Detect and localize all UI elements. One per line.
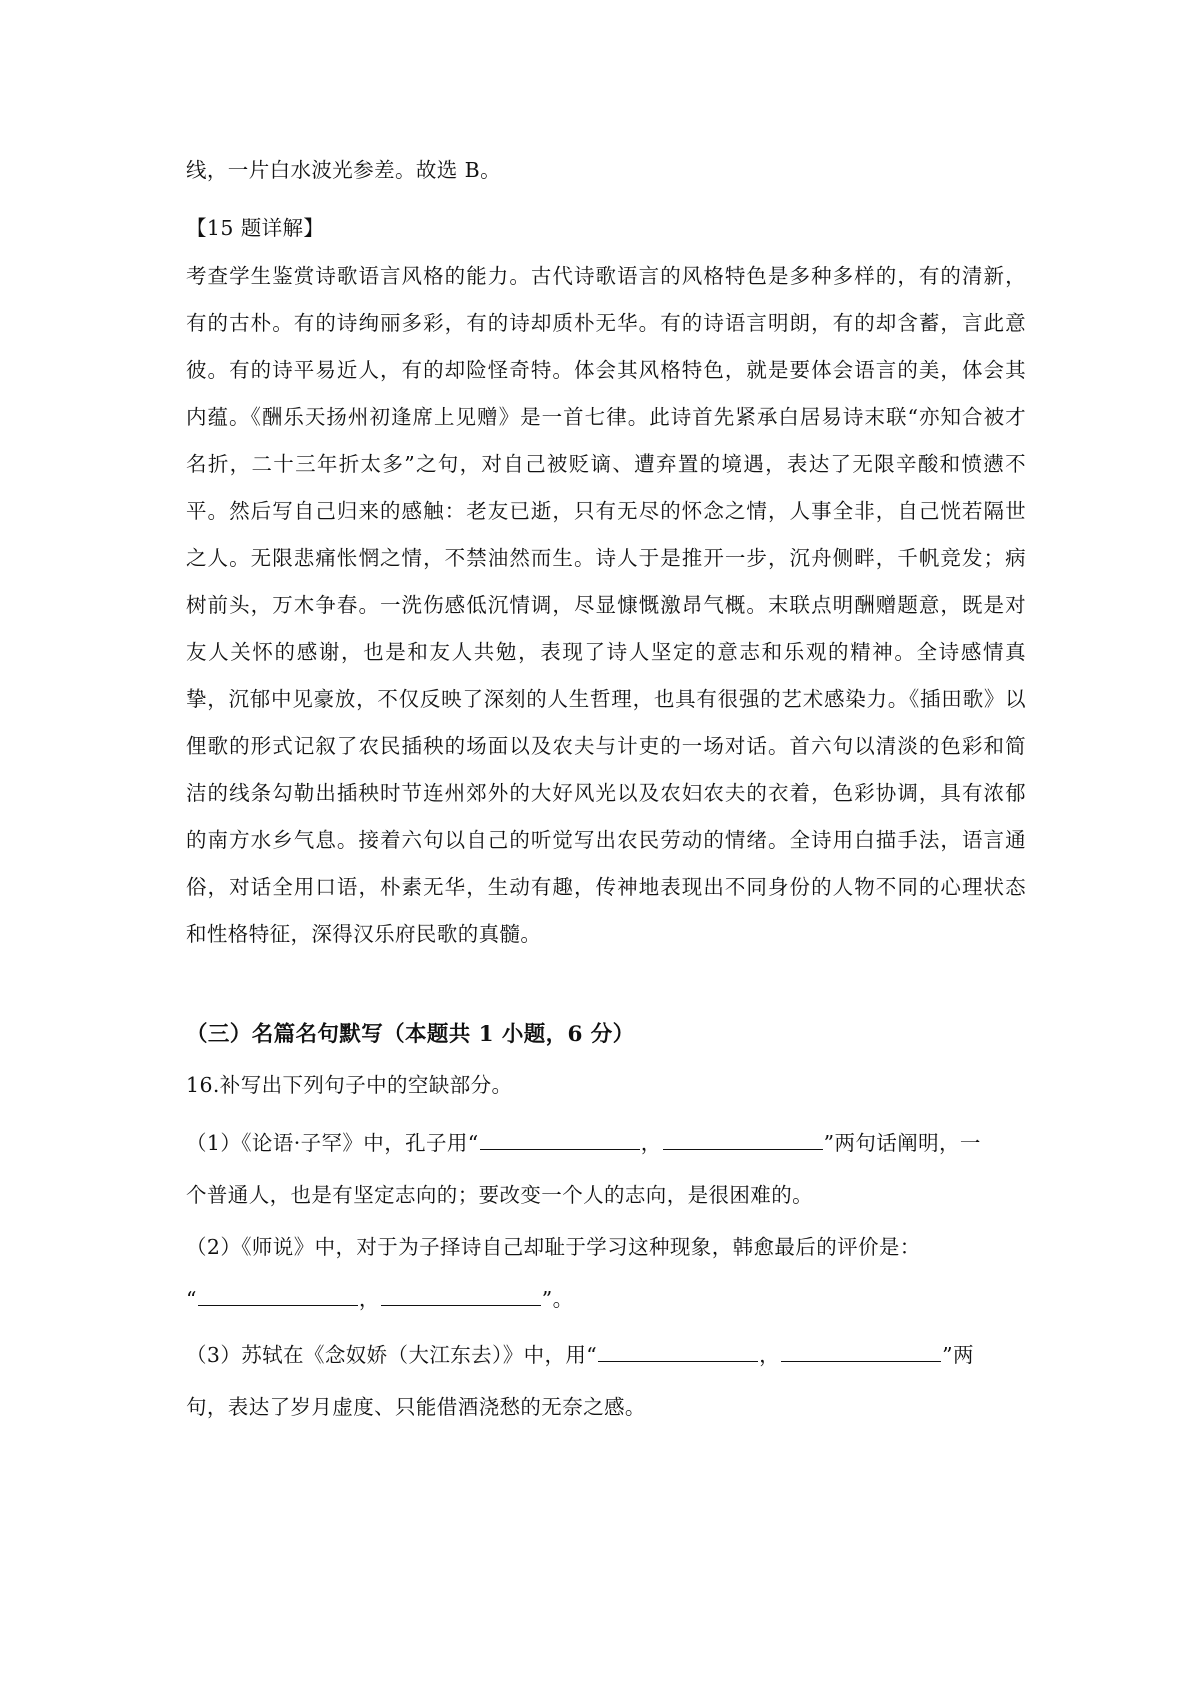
q15-line: 友人关怀的感谢，也是和友人共勉，表现了诗人坚定的意志和乐观的精神。全诗感情真 bbox=[186, 640, 1026, 664]
q15-line: 平。然后写自己归来的感触：老友已逝，只有无尽的怀念之情，人事全非，自己恍若隔世 bbox=[186, 499, 1026, 523]
q16-item-2-line-2 bbox=[186, 1283, 574, 1313]
blank-separator: ， bbox=[358, 1287, 380, 1311]
q15-line: 俚歌的形式记叙了农民插秧的场面以及农夫与计吏的一场对话。首六句以清淡的色彩和简 bbox=[186, 734, 1026, 758]
q15-line: 的南方水乡气息。接着六句以自己的听觉写出农民劳动的情绪。全诗用白描手法，语言通 bbox=[186, 828, 1026, 852]
q15-line: 和性格特征，深得汉乐府民歌的真髓。 bbox=[186, 922, 542, 946]
q15-line: 之人。无限悲痛怅惘之情，不禁油然而生。诗人于是推开一步，沉舟侧畔，千帆竞发；病 bbox=[186, 546, 1026, 570]
blank-separator: ， bbox=[640, 1131, 662, 1155]
q16-item-2-line-1: （2）《师说》中，对于为子择诗自己却耻于学习这种现象，韩愈最后的评价是： bbox=[186, 1235, 921, 1259]
answer-blank[interactable] bbox=[598, 1339, 758, 1362]
q15-line: 洁的线条勾勒出插秧时节连州郊外的大好风光以及农妇农夫的衣着，色彩协调，具有浓郁 bbox=[186, 781, 1026, 805]
answer-blank[interactable] bbox=[381, 1283, 541, 1306]
q16-item-3-line-2: 句，表达了岁月虚度、只能借酒浇愁的无奈之感。 bbox=[186, 1395, 646, 1419]
q15-line: 有的古朴。有的诗绚丽多彩，有的诗却质朴无华。有的诗语言明朗，有的却含蓄，言此意 bbox=[186, 311, 1026, 335]
q16-item-1-line-2: 个普通人，也是有坚定志向的；要改变一个人的志向，是很困难的。 bbox=[186, 1183, 813, 1207]
section3-heading: （三）名篇名句默写（本题共 1 小题，6 分） bbox=[186, 1022, 635, 1047]
answer-blank[interactable] bbox=[198, 1283, 358, 1306]
answer-blank[interactable] bbox=[480, 1127, 640, 1150]
answer-blank[interactable] bbox=[663, 1127, 823, 1150]
q15-line: 挚，沉郁中见豪放，不仅反映了深刻的人生哲理，也具有很强的艺术感染力。《插田歌》以 bbox=[186, 687, 1026, 711]
q15-line: 树前头，万木争春。一洗伤感低沉情调，尽显慷慨激昂气概。末联点明酬赠题意，既是对 bbox=[186, 593, 1026, 617]
q16-item-1-line-1 bbox=[186, 1127, 981, 1157]
q16-item-3-text-b: ”两 bbox=[942, 1343, 974, 1367]
q15-line: 内蕴。《酬乐天扬州初逢席上见赠》是一首七律。此诗首先紧承白居易诗末联“亦知合被才 bbox=[186, 405, 1026, 429]
q15-heading: 【15 题详解】 bbox=[186, 216, 325, 240]
q15-line: 彼。有的诗平易近人，有的却险怪奇特。体会其风格特色，就是要体会语言的美，体会其 bbox=[186, 358, 1026, 382]
q15-line: 名折，二十三年折太多”之句，对自己被贬谪、遭弃置的境遇，表达了无限辛酸和愤懑不 bbox=[186, 452, 1026, 476]
q16-stem: 16.补写出下列句子中的空缺部分。 bbox=[186, 1073, 513, 1097]
answer-blank[interactable] bbox=[781, 1339, 941, 1362]
q15-line: 考查学生鉴赏诗歌语言风格的能力。古代诗歌语言的风格特色是多种多样的，有的清新， bbox=[186, 264, 1026, 288]
q16-item-3-line-1 bbox=[186, 1339, 974, 1369]
q15-line: 俗，对话全用口语，朴素无华，生动有趣，传神地表现出不同身份的人物不同的心理状态 bbox=[186, 875, 1026, 899]
close-quote: ”。 bbox=[541, 1287, 574, 1311]
blank-separator: ， bbox=[759, 1343, 781, 1367]
continuation-line: 线，一片白水波光参差。故选 B。 bbox=[186, 158, 501, 182]
q16-item-3-text-a: （3）苏轼在《念奴娇（大江东去）》中，用“ bbox=[186, 1343, 598, 1367]
q16-item-1-text-b: ”两句话阐明，一 bbox=[823, 1131, 981, 1155]
q16-item-1-text-a: （1）《论语·子罕》中，孔子用“ bbox=[186, 1131, 479, 1155]
open-quote: “ bbox=[186, 1287, 197, 1311]
